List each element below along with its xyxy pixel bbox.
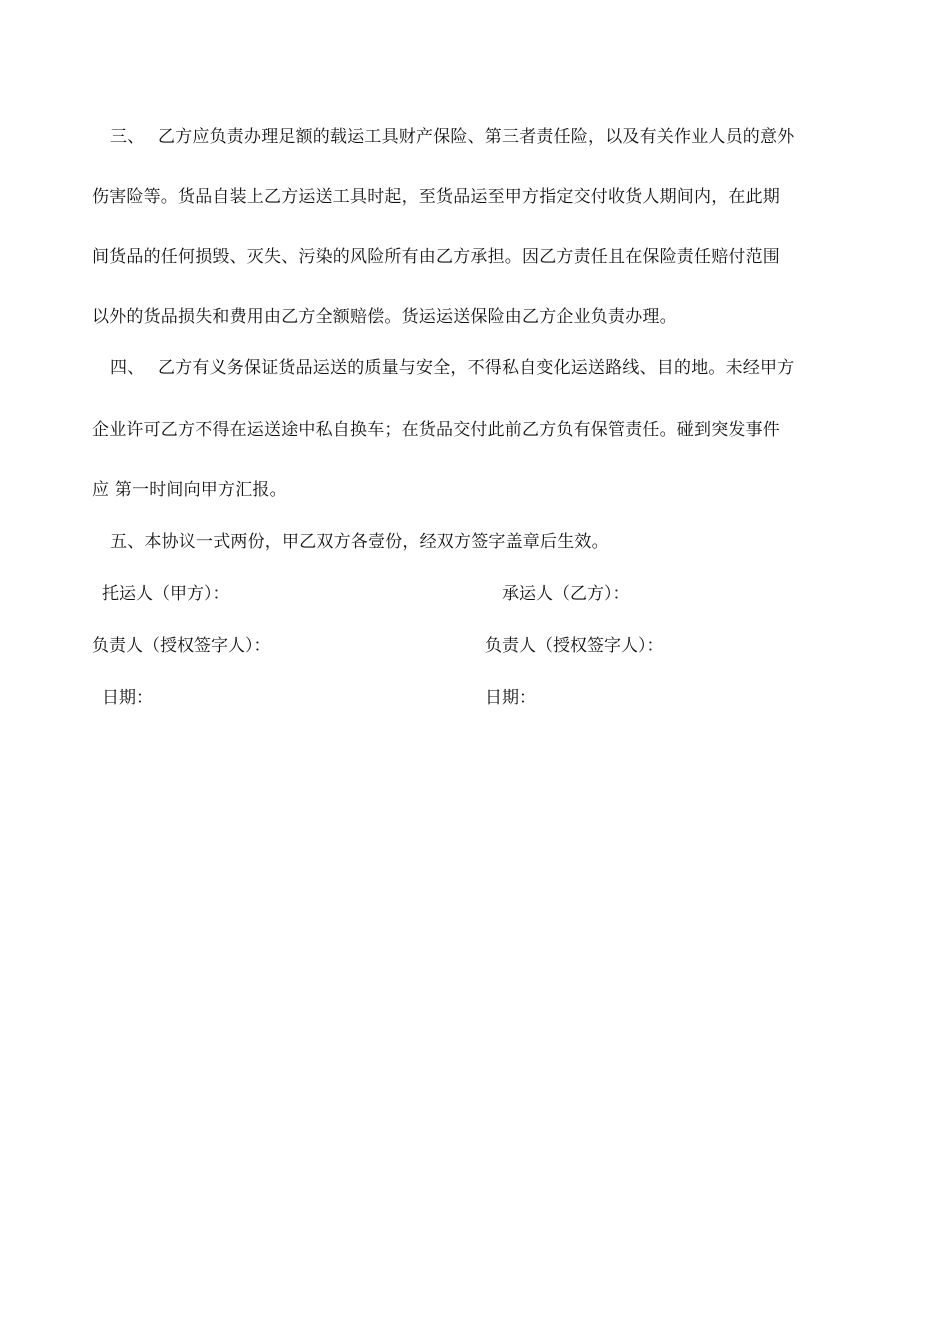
clause-3-text: 乙方应负责办理足额的载运工具财产保险、第三者责任险，以及有关作业人员的意外: [158, 127, 795, 147]
party-a-date-label: 日期：: [102, 688, 153, 708]
party-b-representative-label: 负责人（授权签字人）：: [485, 636, 664, 656]
clause-3-number: 三、: [110, 127, 145, 147]
clause-3-line-2: 伤害险等。货品自装上乙方运送工具时起，至货品运至甲方指定交付收货人期间内，在此期: [92, 187, 780, 207]
clause-5-line-1: 五、本协议一式两份，甲乙双方各壹份，经双方签字盖章后生效。: [110, 532, 609, 552]
clause-3-line-1: [110, 125, 794, 149]
clause-4-text: 乙方有义务保证货品运送的质量与安全，不得私自变化运送路线、目的地。未经甲方: [158, 358, 795, 378]
clause-4-line-2: 企业许可乙方不得在运送途中私自换车；在货品交付此前乙方负有保管责任。碰到突发事件: [92, 420, 780, 440]
clause-4-line-3: 应 第一时间向甲方汇报。: [92, 480, 287, 500]
clause-4-number: 四、: [110, 358, 145, 378]
clause-3-line-3: 间货品的任何损毁、灭失、污染的风险所有由乙方承担。因乙方责任且在保险责任赔付范围: [92, 247, 780, 267]
party-a-representative-label: 负责人（授权签字人）：: [92, 636, 271, 656]
clause-3-line-4: 以外的货品损失和费用由乙方全额赔偿。货运运送保险由乙方企业负责办理。: [92, 307, 677, 327]
party-a-label: 托运人（甲方）：: [102, 584, 230, 604]
party-b-date-label: 日期：: [485, 688, 536, 708]
clause-4-line-1: [110, 356, 794, 380]
party-b-label: 承运人（乙方）：: [502, 584, 630, 604]
